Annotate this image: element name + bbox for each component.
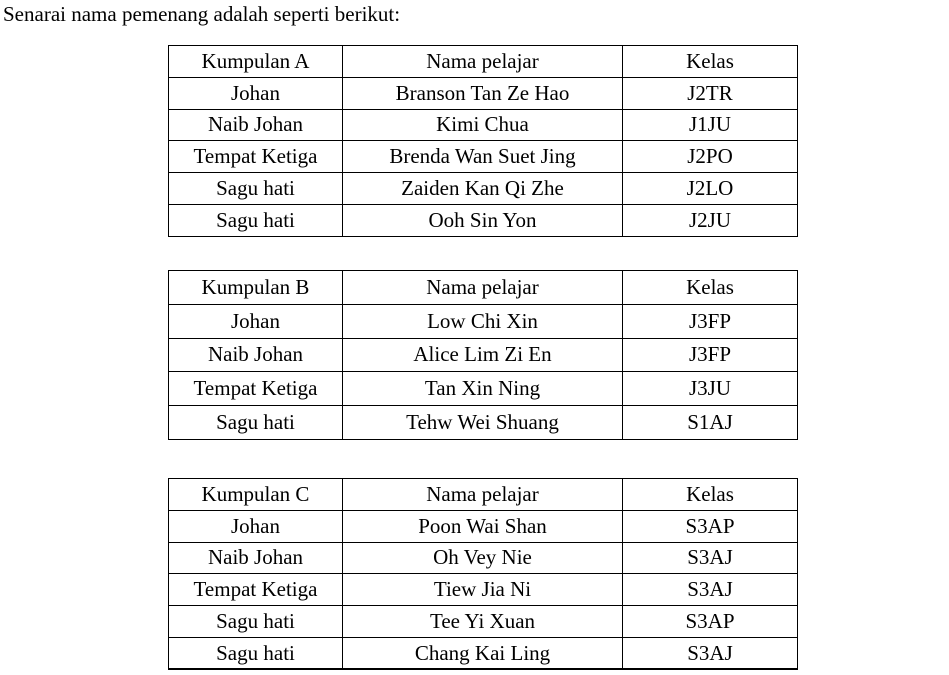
student-name-cell: Low Chi Xin <box>343 304 623 338</box>
group-cell: Johan <box>169 304 343 338</box>
student-name-cell: Tehw Wei Shuang <box>343 406 623 440</box>
group-cell: Naib Johan <box>169 542 343 574</box>
table-row <box>169 173 798 205</box>
class-cell: S3AJ <box>623 574 798 606</box>
table-header-row <box>169 271 798 305</box>
group-cell: Naib Johan <box>169 109 343 141</box>
group-cell: Johan <box>169 77 343 109</box>
group-cell: Sagu hati <box>169 606 343 638</box>
header-group-cell: Kumpulan A <box>169 46 343 78</box>
header-student-name-cell: Nama pelajar <box>343 271 623 305</box>
table-row <box>169 109 798 141</box>
group-cell: Naib Johan <box>169 338 343 372</box>
header-class-cell: Kelas <box>623 271 798 305</box>
header-student-name-cell: Nama pelajar <box>343 46 623 78</box>
table-row <box>169 510 798 542</box>
class-cell: J1JU <box>623 109 798 141</box>
class-cell: J3FP <box>623 304 798 338</box>
class-cell: J2LO <box>623 173 798 205</box>
table-row <box>169 141 798 173</box>
header-student-name-cell: Nama pelajar <box>343 479 623 511</box>
student-name-cell: Zaiden Kan Qi Zhe <box>343 173 623 205</box>
class-cell: J3FP <box>623 338 798 372</box>
table-header-row <box>169 46 798 78</box>
class-cell: S3AP <box>623 510 798 542</box>
header-group-cell: Kumpulan B <box>169 271 343 305</box>
class-cell: J2PO <box>623 141 798 173</box>
group-cell: Sagu hati <box>169 637 343 669</box>
student-name-cell: Chang Kai Ling <box>343 637 623 669</box>
student-name-cell: Ooh Sin Yon <box>343 204 623 236</box>
group-cell: Tempat Ketiga <box>169 141 343 173</box>
class-cell: S3AJ <box>623 637 798 669</box>
student-name-cell: Alice Lim Zi En <box>343 338 623 372</box>
group-cell: Johan <box>169 510 343 542</box>
class-cell: S1AJ <box>623 406 798 440</box>
table-row <box>169 574 798 606</box>
table-row <box>169 606 798 638</box>
table-row <box>169 542 798 574</box>
table-row <box>169 372 798 406</box>
winners-table-group-b <box>168 270 798 440</box>
header-class-cell: Kelas <box>623 479 798 511</box>
student-name-cell: Poon Wai Shan <box>343 510 623 542</box>
student-name-cell: Brenda Wan Suet Jing <box>343 141 623 173</box>
table-row <box>169 406 798 440</box>
class-cell: S3AP <box>623 606 798 638</box>
group-cell: Tempat Ketiga <box>169 372 343 406</box>
class-cell: J2TR <box>623 77 798 109</box>
group-cell: Tempat Ketiga <box>169 574 343 606</box>
class-cell: S3AJ <box>623 542 798 574</box>
student-name-cell: Oh Vey Nie <box>343 542 623 574</box>
student-name-cell: Tiew Jia Ni <box>343 574 623 606</box>
winners-table-group-a <box>168 45 798 237</box>
class-cell: J3JU <box>623 372 798 406</box>
student-name-cell: Tan Xin Ning <box>343 372 623 406</box>
table-row <box>169 204 798 236</box>
intro-text: Senarai nama pemenang adalah seperti berikut: <box>3 2 401 26</box>
header-class-cell: Kelas <box>623 46 798 78</box>
group-cell: Sagu hati <box>169 173 343 205</box>
student-name-cell: Branson Tan Ze Hao <box>343 77 623 109</box>
table-row <box>169 304 798 338</box>
group-cell: Sagu hati <box>169 406 343 440</box>
group-cell: Sagu hati <box>169 204 343 236</box>
student-name-cell: Tee Yi Xuan <box>343 606 623 638</box>
table-row <box>169 338 798 372</box>
student-name-cell: Kimi Chua <box>343 109 623 141</box>
class-cell: J2JU <box>623 204 798 236</box>
table-header-row <box>169 479 798 511</box>
table-row <box>169 77 798 109</box>
table-row <box>169 637 798 669</box>
winners-table-group-c <box>168 478 798 670</box>
header-group-cell: Kumpulan C <box>169 479 343 511</box>
